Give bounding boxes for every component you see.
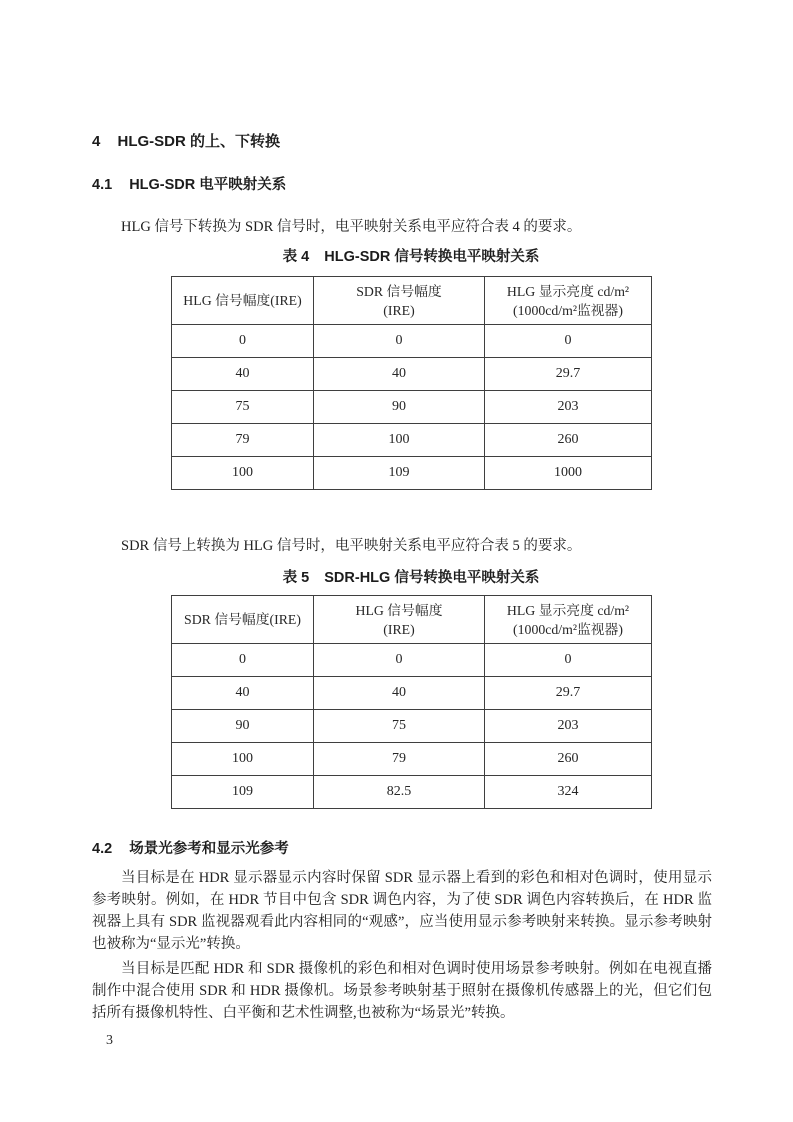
table-cell: 90 xyxy=(314,391,485,424)
table-cell: 29.7 xyxy=(485,358,652,391)
section-4-number: 4 xyxy=(92,133,101,150)
table4-col2-header-line2: (IRE) xyxy=(383,302,415,318)
table-cell: 260 xyxy=(485,424,652,457)
table-row xyxy=(172,710,652,743)
table-cell: 79 xyxy=(314,743,485,776)
table-cell: 100 xyxy=(172,743,314,776)
table4-caption-label: 表 4 xyxy=(282,249,310,265)
table4-col2-header-line1: SDR 信号幅度 xyxy=(356,283,442,299)
table-cell: 100 xyxy=(314,424,485,457)
section-4-1-title: HLG-SDR 电平映射关系 xyxy=(129,177,287,193)
table-row xyxy=(172,391,652,424)
table-cell: 0 xyxy=(485,325,652,358)
table-cell: 75 xyxy=(314,710,485,743)
table-cell: 0 xyxy=(172,325,314,358)
table-cell: 40 xyxy=(172,677,314,710)
table5-col1-header: SDR 信号幅度(IRE) xyxy=(172,596,314,644)
table-cell: 203 xyxy=(485,391,652,424)
display-referred-paragraph: 当目标是在 HDR 显示器显示内容时保留 SDR 显示器上看到的彩色和相对色调时，使用显示参考映射。例如，在 HDR 节目中包含 SDR 调色内容，为了使 SDR 调色内容转换后，在 HDR 监视器上具有 SDR 监视器观看此内容相同的“观感”，应当使用显示参考映射来转换。显示参考映射也被称为“显示光”转换。 xyxy=(92,870,712,952)
table4-col3-header xyxy=(485,277,652,325)
table-cell: 90 xyxy=(172,710,314,743)
table-cell: 40 xyxy=(314,677,485,710)
table-cell: 29.7 xyxy=(485,677,652,710)
table4-col3-header-line1: HLG 显示亮度 cd/m² xyxy=(506,283,630,299)
table-cell: 100 xyxy=(172,457,314,490)
table-cell: 75 xyxy=(172,391,314,424)
table4-caption-text: HLG-SDR 信号转换电平映射关系 xyxy=(324,249,540,265)
table-cell: 0 xyxy=(314,644,485,677)
table5-col3-header xyxy=(485,596,652,644)
table5-caption-text: SDR-HLG 信号转换电平映射关系 xyxy=(324,570,540,586)
table5-col2-header-line1: HLG 信号幅度 xyxy=(355,602,443,618)
table5 xyxy=(171,595,652,809)
section-4-2-number: 4.2 xyxy=(92,841,113,857)
table-row xyxy=(172,325,652,358)
table-cell: 109 xyxy=(314,457,485,490)
table4-col2-header xyxy=(314,277,485,325)
table-cell: 40 xyxy=(172,358,314,391)
table-cell: 82.5 xyxy=(314,776,485,809)
table5-col2-header xyxy=(314,596,485,644)
section-4-2-title: 场景光参考和显示光参考 xyxy=(129,841,289,857)
table-row xyxy=(172,677,652,710)
table4 xyxy=(171,276,652,490)
table5-col3-header-line2: (1000cd/m²监视器) xyxy=(513,621,623,637)
section-4-1-number: 4.1 xyxy=(92,177,113,193)
table-row xyxy=(172,776,652,809)
table-row xyxy=(172,424,652,457)
section-4-2-heading xyxy=(92,840,712,858)
table5-caption xyxy=(171,569,651,587)
section-4-title: HLG-SDR 的上、下转换 xyxy=(117,133,281,150)
table4-caption xyxy=(171,248,651,266)
table4-header-row xyxy=(172,277,652,325)
table-cell: 0 xyxy=(314,325,485,358)
table-cell: 79 xyxy=(172,424,314,457)
table5-block xyxy=(171,569,651,809)
page-number: 3 xyxy=(106,1033,113,1048)
table4-block xyxy=(171,248,651,490)
table4-intro-paragraph: HLG 信号下转换为 SDR 信号时，电平映射关系电平应符合表 4 的要求。 xyxy=(121,219,582,235)
table-cell: 109 xyxy=(172,776,314,809)
table-cell: 0 xyxy=(172,644,314,677)
table-row xyxy=(172,644,652,677)
table5-col3-header-line1: HLG 显示亮度 cd/m² xyxy=(506,602,630,618)
table5-caption-label: 表 5 xyxy=(282,570,310,586)
section-4-1-heading xyxy=(92,176,712,194)
table-row xyxy=(172,743,652,776)
table-cell: 40 xyxy=(314,358,485,391)
table-row xyxy=(172,457,652,490)
table-row xyxy=(172,358,652,391)
scene-referred-paragraph: 当目标是匹配 HDR 和 SDR 摄像机的彩色和相对色调时使用场景参考映射。例如在电视直播制作中混合使用 SDR 和 HDR 摄像机。场景参考映射基于照射在摄像机传感器上的光，但它们包括所有摄像机特性、白平衡和艺术性调整,也被称为“场景光”转换。 xyxy=(92,961,712,1021)
table-cell: 203 xyxy=(485,710,652,743)
table-cell: 1000 xyxy=(485,457,652,490)
table-cell: 0 xyxy=(485,644,652,677)
section-4-heading xyxy=(92,133,712,151)
table5-col2-header-line2: (IRE) xyxy=(383,621,415,637)
table4-col1-header: HLG 信号幅度(IRE) xyxy=(172,277,314,325)
table-cell: 260 xyxy=(485,743,652,776)
table5-intro-paragraph: SDR 信号上转换为 HLG 信号时，电平映射关系电平应符合表 5 的要求。 xyxy=(121,538,582,554)
table5-header-row xyxy=(172,596,652,644)
table-cell: 324 xyxy=(485,776,652,809)
table4-col3-header-line2: (1000cd/m²监视器) xyxy=(513,302,623,318)
